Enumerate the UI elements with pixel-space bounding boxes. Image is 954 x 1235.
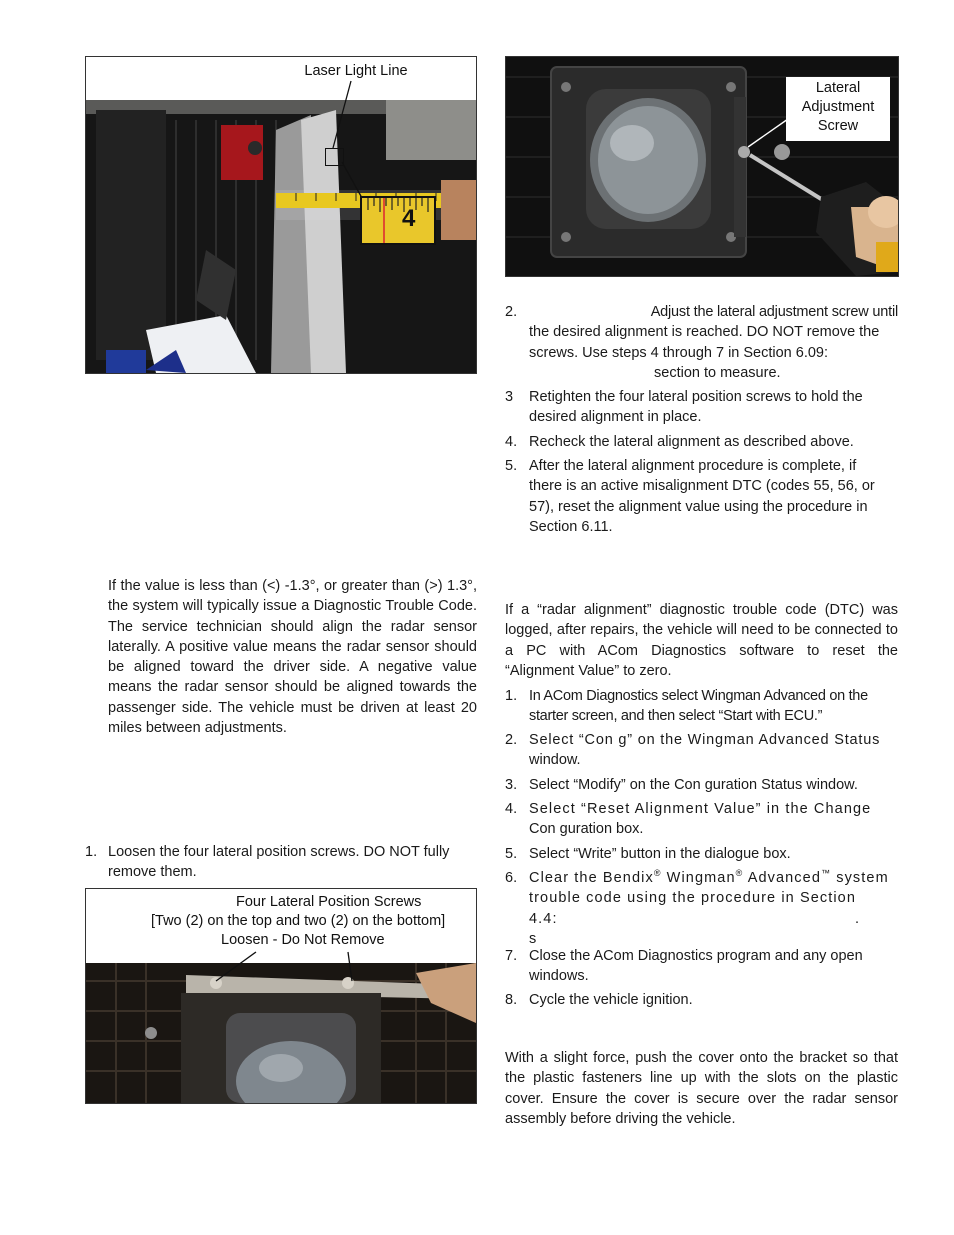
right-step-5-line-4: Section 6.11. [529, 518, 613, 535]
right-step-4-line-1: Recheck the lateral alignment as described above. [529, 434, 854, 450]
reset-step-6-line-4: s [529, 930, 537, 947]
callout-four-screws: Four Lateral Position Screws [236, 894, 422, 910]
callout-leader-screws [86, 889, 476, 1103]
right-step-3 [505, 387, 898, 429]
reset-step-6 [505, 868, 898, 950]
reset-step-8 [505, 990, 898, 1011]
reset-step-4 [505, 799, 898, 841]
reset-step-6-number: 6. [505, 870, 518, 886]
callout-two-top-bottom: [Two (2) on the top and two (2) on the bottom] [151, 913, 446, 929]
reset-step-2-line-2: window. [529, 752, 581, 769]
reset-step-1-line-2: starter screen, and then select “Start with ECU.” [529, 708, 823, 725]
reset-step-2-number: 2. [505, 732, 518, 748]
callout-line-lateral: Lateral [815, 80, 861, 96]
callout-loosen: Loosen - Do Not Remove [221, 932, 385, 948]
tape-zoom-marking: 4 [402, 205, 416, 232]
callout-line-adjustment: Adjustment [801, 99, 875, 115]
left-step-1-line-2: remove them. [108, 864, 197, 881]
right-step-5 [505, 456, 898, 538]
figure-position-screws [85, 888, 477, 1104]
reset-step-1-number: 1. [505, 688, 518, 704]
right-step-3-line-1: Retighten the four lateral position screws to hold the [529, 389, 863, 405]
reset-step-4-line-1: Select “Reset Alignment Value” in the Change [529, 801, 872, 817]
reset-step-7-line-2: windows. [529, 968, 589, 985]
callout-line-screw: Screw [817, 118, 859, 134]
right-step-2-number: 2. [505, 304, 518, 320]
reset-step-3-line-1: Select “Modify” on the Con guration Status window. [529, 777, 858, 793]
reset-step-2 [505, 730, 898, 772]
paragraph-reset-intro: If a “radar alignment” diagnostic trouble code (DTC) was logged, after repairs, the vehicle will need to be connected to a PC with ACom Diagnostics software to reset the “Alignment Value” to zero. [505, 602, 898, 679]
callout-laser-light-line: Laser Light Line [304, 63, 408, 79]
reset-step-7-number: 7. [505, 948, 518, 964]
right-step-2-line-4: section to measure. [654, 364, 781, 381]
callout-leader-lines [86, 57, 476, 373]
reset-step-8-line-1: Cycle the vehicle ignition. [529, 992, 693, 1008]
right-step-5-number: 5. [505, 458, 518, 474]
reset-step-1-line-1: In ACom Diagnostics select Wingman Advanced on the [529, 688, 868, 704]
reset-step-7 [505, 946, 898, 988]
reset-step-5 [505, 844, 898, 865]
reset-step-1 [505, 686, 898, 728]
reset-step-5-line-1: Select “Write” button in the dialogue box. [529, 846, 791, 862]
callout-leader-lateral [506, 57, 898, 276]
reset-step-5-number: 5. [505, 846, 518, 862]
paragraph-cover-install: With a slight force, push the cover onto the bracket so that the plastic fasteners line up with the slots on the plastic cover. Ensure the cover is secure over the radar sensor assembly before driving the vehicle. [505, 1050, 898, 1127]
reset-step-4-number: 4. [505, 801, 518, 817]
right-step-4 [505, 432, 898, 453]
right-step-4-number: 4. [505, 434, 518, 450]
right-step-2 [505, 302, 898, 384]
right-step-5-line-2: there is an active misalignment DTC (codes 55, 56, or [529, 478, 875, 495]
left-step-1 [85, 842, 477, 884]
reset-step-4-line-2: Con guration box. [529, 821, 644, 838]
right-step-3-number: 3 [505, 389, 514, 405]
left-step-1-line-1: Loosen the four lateral position screws. DO NOT fully [108, 844, 450, 860]
right-step-5-line-1: After the lateral alignment procedure is complete, if [529, 458, 857, 474]
reset-step-7-line-1: Close the ACom Diagnostics program and any open [529, 948, 863, 964]
figure-tape-measure [85, 56, 477, 374]
reset-step-6-line-2: trouble code using the procedure in Section [529, 890, 857, 907]
paragraph-alignment-value: If the value is less than (<) -1.3°, or greater than (>) 1.3°, the system will typically issue a Diagnostic Trouble Code. The service technician should align the radar sensor laterally. A positive value means the radar sensor should be aligned toward the driver side. A negative value means the radar sensor should be aligned towards the passenger side. The vehicle must be driven at least 20 miles between adjustments. [108, 578, 477, 737]
right-step-3-line-2: desired alignment in place. [529, 409, 702, 426]
reset-step-6-line-1: Clear the Bendix® Wingman® Advanced™ system [529, 868, 889, 886]
right-step-5-line-3: 57), reset the alignment value using the procedure in [529, 498, 868, 515]
reset-step-8-number: 8. [505, 992, 518, 1008]
figure-lateral-screw [505, 56, 899, 277]
reset-step-3-number: 3. [505, 777, 518, 793]
reset-step-6-line-3: 4.4: . [529, 910, 860, 927]
right-step-2-line-1: Adjust the lateral adjustment screw until [650, 304, 898, 320]
right-step-2-line-3: screws. Use steps 4 through 7 in Section 6.09: [529, 344, 829, 361]
left-step-1-number: 1. [85, 844, 98, 860]
reset-step-2-line-1: Select “Con g” on the Wingman Advanced Status [529, 732, 881, 748]
right-step-2-line-2: the desired alignment is reached. DO NOT remove the [529, 324, 880, 341]
reset-step-3 [505, 775, 898, 796]
